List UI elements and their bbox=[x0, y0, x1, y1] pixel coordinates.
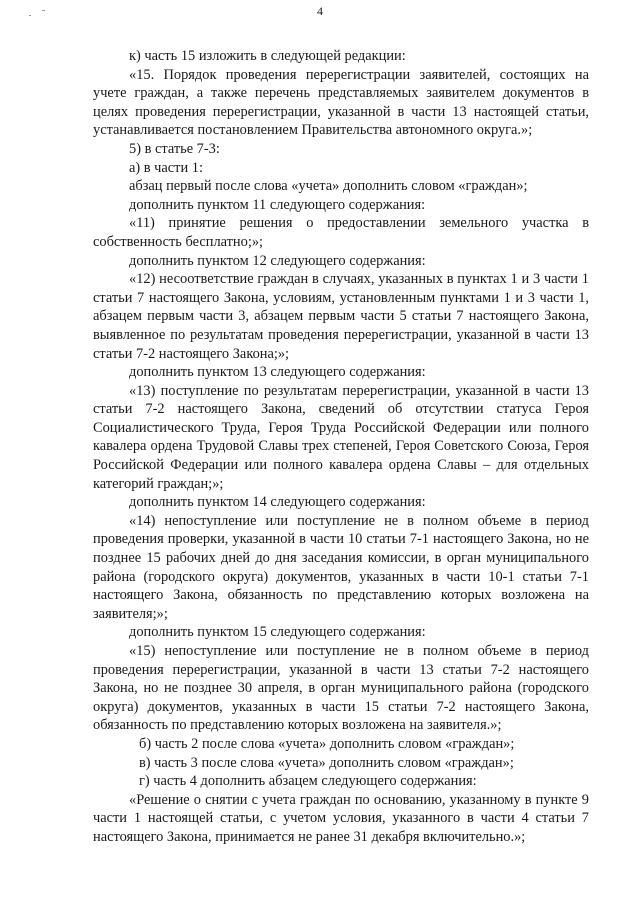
paragraph: «Решение о снятии с учета граждан по основанию, указанному в пункте 9 части 1 настоящей статьи, с учетом условия, указанного в части 4 статьи 7 настоящего Закона, принимается не ранее 31 декабря включительно.»; bbox=[93, 791, 589, 845]
page-number: 4 bbox=[317, 4, 323, 18]
paragraph: дополнить пунктом 14 следующего содержания: bbox=[129, 494, 426, 511]
paragraph: «11) принятие решения о предоставлении земельного участка в собственность бесплатно;»; bbox=[93, 215, 589, 250]
paragraph: «12) несоответствие граждан в случаях, указанных в пунктах 1 и 3 части 1 статьи 7 настоящего Закона, условиям, установленным пунктами 1 и 3 части 1, абзацем первым части 3, абзацем первым части 5 статьи 7 настоящего Закона, выявленное по результатам проведения перерегистрации, указанной в части 13 статьи 7-2 настоящего Закона;»; bbox=[93, 271, 589, 362]
paragraph: абзац первый после слова «учета» дополнить словом «граждан»; bbox=[129, 178, 528, 195]
paragraph: «14) непоступление или поступление не в полном объеме в период проведения проверки, указанной в части 10 статьи 7-1 настоящего Закона, но не позднее 15 рабочих дней до дня заседания комиссии, в орган муниципального района (городского округа) документов, указанных в части 10-1 статьи 7-1 настоящего Закона, обязанность по представлению которых возложена на заявителя;»; bbox=[93, 512, 589, 622]
paragraph: «15) непоступление или поступление не в полном объеме в период проведения перерегистрации, указанной в части 13 статьи 7-2 настоящего Закона, но не позднее 30 апреля, в орган муниципального района (городского округа) документов, указанных в части 15 статьи 7-2 настоящего Закона, обязанность по представлению которых возложена на заявителя.»; bbox=[93, 643, 589, 734]
paragraph: дополнить пунктом 13 следующего содержания: bbox=[129, 364, 426, 381]
paragraph: 5) в статье 7-3: bbox=[129, 140, 220, 157]
paragraph: а) в части 1: bbox=[129, 159, 203, 176]
paragraph: в) часть 3 после слова «учета» дополнить словом «граждан»; bbox=[139, 754, 514, 771]
paragraph: г) часть 4 дополнить абзацем следующего содержания: bbox=[139, 773, 477, 790]
paragraph: «13) поступление по результатам перерегистрации, указанной в части 13 статьи 7-2 настоящего Закона, сведений об отсутствии статуса Героя Социалистического Труда, Героя Труда Российской Федерации или полного кавалера ордена Трудовой Славы трех степеней, Героя Советского Союза, Героя Российской Федерации или полного кавалера ордена Славы – для отдельных категорий граждан;»; bbox=[93, 382, 589, 492]
paragraph: дополнить пунктом 12 следующего содержания: bbox=[129, 252, 426, 269]
document-body bbox=[93, 47, 589, 847]
paragraph: б) часть 2 после слова «учета» дополнить словом «граждан»; bbox=[139, 735, 515, 752]
paragraph: «15. Порядок проведения перерегистрации заявителей, состоящих на учете граждан, а также перечень представляемых заявителем документов в целях проведения перерегистрации, указанной в части 13 настоящей статьи, устанавливается постановлением Правительства автономного округа.»; bbox=[93, 66, 589, 139]
paragraph: к) часть 15 изложить в следующей редакции: bbox=[129, 48, 406, 64]
paragraph: дополнить пунктом 11 следующего содержания: bbox=[129, 196, 426, 213]
paragraph: дополнить пунктом 15 следующего содержания: bbox=[129, 624, 426, 641]
